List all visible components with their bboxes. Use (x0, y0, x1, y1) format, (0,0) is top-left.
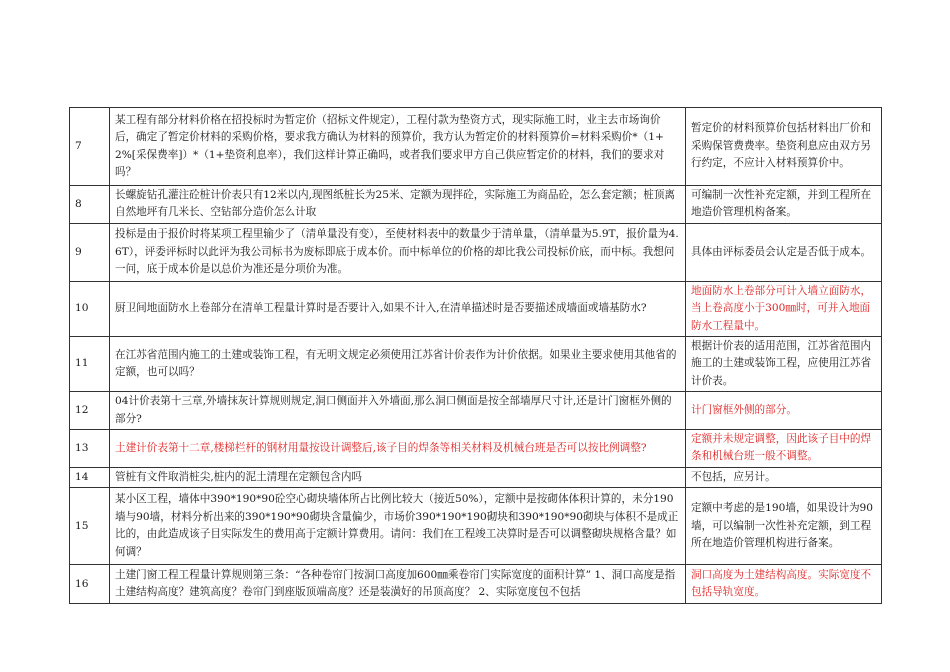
table-row (70, 565, 882, 604)
answer-cell: 暂定价的材料预算价包括材料出厂价和采购保管费费率。垫资利息应由双方另行约定，不应计入材料预算价中。 (686, 108, 882, 186)
row-number: 12 (70, 392, 110, 430)
answer-cell: 可编制一次性补充定额，并到工程所在地造价管理机构备案。 (686, 186, 882, 224)
answer-cell: 计门窗框外侧的部分。 (686, 392, 882, 430)
question-cell: 土建门窗工程工程量计算规则第三条：“各种卷帘门按洞口高度加600㎜乘卷帘门实际宽度的面积计算” 1、洞口高度是指土建结构高度？建筑高度？卷帘门到座版顶端高度？还是装潢好的吊顶高度？ 2、实际宽度包不包括 (110, 565, 686, 604)
question-cell: 04计价表第十三章,外墙抹灰计算规则规定,洞口侧面并入外墙面,那么洞口侧面是按全部墙厚尺寸计,还是计门窗框外侧的部分? (110, 392, 686, 430)
question-cell: 管桩有文件取消桩尖,桩内的泥土清理在定额包含内吗 (110, 467, 686, 487)
row-number: 8 (70, 186, 110, 224)
question-cell: 投标是由于报价时将某项工程里输少了（清单量没有变），至使材料表中的数量少于清单量，（清单量为5.9T，报价量为4.6T），评委评标时以此评为我公司标书为废标即底于成本价。而中标单位的价格的却比我公司投标价底，而中标。我想问一问，底于成本价是以总价为准还是分项价为准。 (110, 223, 686, 281)
answer-cell: 定额中考虑的是190墙，如果设计为90墙，可以编制一次性补充定额，到工程所在地造价管理机构进行备案。 (686, 488, 882, 565)
table-row (70, 281, 882, 336)
qa-table (69, 107, 882, 604)
answer-cell: 洞口高度为土建结构高度。实际宽度不包括导轨宽度。 (686, 565, 882, 604)
table-row (70, 108, 882, 186)
question-cell: 土建计价表第十二章,楼梯栏杆的钢材用量按设计调整后,该子目的焊条等相关材料及机械台班是否可以按比例调整? (110, 430, 686, 468)
table-row (70, 392, 882, 430)
answer-cell: 根据计价表的适用范围，江苏省范围内施工的土建或装饰工程，应使用江苏省计价表。 (686, 337, 882, 392)
table-row (70, 430, 882, 468)
row-number: 11 (70, 337, 110, 392)
question-cell: 某小区工程，墙体中390*190*90砼空心砌块墙体所占比例比较大（接近50%），定额中是按砌体体积计算的，未分190墙与90墙，材料分析出来的390*190*90砌块含量偏少，市场价390*190*190砌块和390*190*90砌块与体积不是成正比的，由此造成该子目实际发生的费用高于定额计算费用。请问：我们在工程竣工决算时是否可以调整砌块规格含量？如何调？ (110, 488, 686, 565)
row-number: 10 (70, 281, 110, 336)
question-cell: 长螺旋钻孔灌注砼桩计价表只有12米以内,现图纸桩长为25米、定额为现拌砼，实际施工为商品砼，怎么套定额；桩顶离自然地坪有几米长、空钻部分造价怎么计取 (110, 186, 686, 224)
row-number: 16 (70, 565, 110, 604)
answer-cell: 具体由评标委员会认定是否低于成本。 (686, 223, 882, 281)
question-cell: 某工程有部分材料价格在招投标时为暂定价（招标文件规定），工程付款为垫资方式，现实际施工时，业主去市场询价后，确定了暂定价材料的采购价格，要求我方确认为材料的预算价，我方认为暂定价的材料预算价=材料采购价*（1+2%[采保费率]）*（1+垫资利息率），我们这样计算正确吗，或者我们要求甲方自己供应暂定价的材料，我们的要求对吗？ (110, 108, 686, 186)
question-cell: 在江苏省范围内施工的土建或装饰工程，有无明文规定必须使用江苏省计价表作为计价依据。如果业主要求使用其他省的定额，也可以吗？ (110, 337, 686, 392)
answer-cell: 定额并未规定调整，因此该子目中的焊条和机械台班一般不调整。 (686, 430, 882, 468)
question-cell: 厨卫间地面防水上卷部分在清单工程量计算时是否要计入,如果不计入,在清单描述时是否要描述成墙面或墙基防水? (110, 281, 686, 336)
table-row (70, 488, 882, 565)
row-number: 13 (70, 430, 110, 468)
table-row (70, 467, 882, 487)
row-number: 7 (70, 108, 110, 186)
table-row (70, 186, 882, 224)
table-row (70, 337, 882, 392)
row-number: 15 (70, 488, 110, 565)
table-row (70, 223, 882, 281)
answer-cell: 不包括，应另计。 (686, 467, 882, 487)
row-number: 14 (70, 467, 110, 487)
answer-cell: 地面防水上卷部分可计入墙立面防水，当上卷高度小于300㎜时，可并入地面防水工程量中。 (686, 281, 882, 336)
row-number: 9 (70, 223, 110, 281)
